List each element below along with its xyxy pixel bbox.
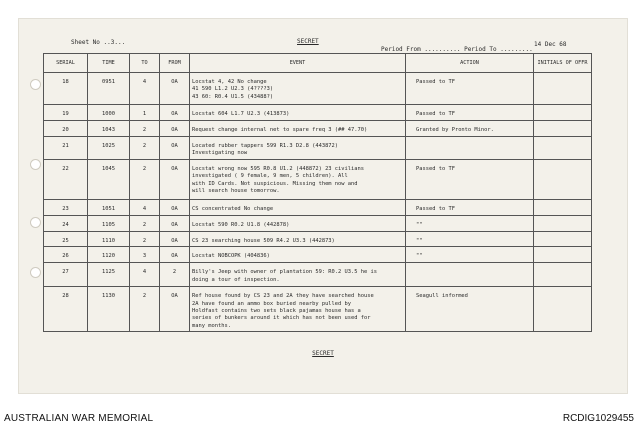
initials-cell [534, 247, 592, 263]
initials-cell [534, 231, 592, 246]
event-cell [190, 137, 406, 160]
to-cell: 3 [130, 247, 160, 263]
header-classification: SECRET [297, 38, 319, 45]
table-row [44, 137, 592, 160]
initials-cell [534, 105, 592, 121]
from-cell: 2 [160, 263, 190, 287]
to-cell: 2 [130, 159, 160, 199]
initials-cell [534, 73, 592, 105]
table-row [44, 121, 592, 137]
event-cell [190, 287, 406, 332]
table-row [44, 105, 592, 121]
event-line: Locstat NOBCOPK (404836) [192, 253, 270, 260]
event-line: Locstat wrong now 595 R0.8 U1.2 (448872) 23 civilians [192, 165, 365, 172]
event-line: Locstat 590 R0.2 U1.8 (442878) [192, 221, 290, 228]
to-cell: 2 [130, 287, 160, 332]
to-cell: 4 [130, 73, 160, 105]
log-table [43, 53, 592, 332]
event-line: CS 23 searching house 509 R4.2 U3.3 (442873) [192, 237, 335, 244]
to-cell: 1 [130, 105, 160, 121]
serial-cell: 23 [44, 199, 88, 215]
from-cell: OA [160, 105, 190, 121]
event-line: doing a tour of inspection. [192, 276, 280, 283]
punch-hole [30, 79, 41, 90]
from-cell: OA [160, 199, 190, 215]
table-row [44, 73, 592, 105]
serial-cell: 24 [44, 215, 88, 231]
to-cell: 2 [130, 121, 160, 137]
event-cell [190, 247, 406, 263]
serial-cell: 22 [44, 159, 88, 199]
time-cell: 1051 [88, 199, 130, 215]
action-cell: "" [406, 215, 534, 231]
event-line: 43 60: R0.4 U1.5 (43488?) [192, 93, 274, 100]
to-cell: 2 [130, 137, 160, 160]
to-cell: 4 [130, 199, 160, 215]
event-line: CS concentrated No change [192, 205, 274, 212]
time-cell: 0951 [88, 73, 130, 105]
time-cell: 1000 [88, 105, 130, 121]
from-cell: OA [160, 215, 190, 231]
document-sheet [18, 18, 628, 394]
initials-cell [534, 199, 592, 215]
event-cell [190, 263, 406, 287]
to-cell: 2 [130, 231, 160, 246]
log-date: 14 Dec 68 [534, 41, 567, 48]
column-header-from: FROM [160, 54, 190, 73]
serial-cell: 27 [44, 263, 88, 287]
punch-hole [30, 217, 41, 228]
table-header-row [44, 54, 592, 73]
event-line: will search house tomorrow. [192, 188, 280, 195]
time-cell: 1045 [88, 159, 130, 199]
column-header-action: ACTION [406, 54, 534, 73]
initials-cell [534, 137, 592, 160]
event-line: Ref house found by CS 23 and 2A they have searched house [192, 293, 374, 300]
event-line: with ID Cards. Not suspicious. Missing them now and [192, 180, 358, 187]
from-cell: OA [160, 231, 190, 246]
action-cell [406, 263, 534, 287]
serial-cell: 20 [44, 121, 88, 137]
from-cell: OA [160, 121, 190, 137]
event-line: Investigating now [192, 150, 248, 157]
table-row [44, 215, 592, 231]
event-line: Holdfast contains two sets black pajamas house has a [192, 308, 361, 315]
from-cell: OA [160, 137, 190, 160]
from-cell: OA [160, 73, 190, 105]
action-cell: "" [406, 231, 534, 246]
event-cell [190, 231, 406, 246]
serial-cell: 26 [44, 247, 88, 263]
initials-cell [534, 121, 592, 137]
time-cell: 1105 [88, 215, 130, 231]
serial-cell: 19 [44, 105, 88, 121]
time-cell: 1120 [88, 247, 130, 263]
event-cell [190, 121, 406, 137]
punch-hole [30, 159, 41, 170]
action-cell: Passed to TF [406, 73, 534, 105]
action-cell: Seagull informed [406, 287, 534, 332]
initials-cell [534, 159, 592, 199]
serial-cell: 28 [44, 287, 88, 332]
event-line: Locstat 604 L1.7 U2.3 (413873) [192, 111, 290, 117]
event-cell [190, 73, 406, 105]
event-line: 2A have found an ammo box buried nearby pulled by [192, 300, 352, 307]
from-cell: OA [160, 159, 190, 199]
sheet-number: Sheet No ..3... [71, 39, 126, 46]
table-row [44, 287, 592, 332]
event-cell [190, 159, 406, 199]
event-line: Billy's Jeep with owner of plantation 59: R0.2 U3.5 he is [192, 269, 377, 276]
footer-classification: SECRET [312, 350, 334, 357]
event-cell [190, 105, 406, 121]
initials-cell [534, 215, 592, 231]
to-cell: 2 [130, 215, 160, 231]
to-cell: 4 [130, 263, 160, 287]
action-cell: Passed to TF [406, 159, 534, 199]
archive-name: AUSTRALIAN WAR MEMORIAL [4, 413, 154, 424]
action-cell: Passed to TF [406, 199, 534, 215]
time-cell: 1110 [88, 231, 130, 246]
event-line: investigated ( 9 female, 9 men, 5 children). All [192, 173, 348, 180]
archive-caption-bar [0, 410, 640, 428]
table-row [44, 263, 592, 287]
table-row [44, 231, 592, 246]
event-cell [190, 215, 406, 231]
column-header-serial: SERIAL [44, 54, 88, 73]
time-cell: 1025 [88, 137, 130, 160]
action-cell: "" [406, 247, 534, 263]
time-cell: 1125 [88, 263, 130, 287]
archive-reference: RCDIG1029455 [562, 413, 634, 424]
table-row [44, 159, 592, 199]
action-cell: Granted by Pronto Minor. [406, 121, 534, 137]
punch-hole [30, 267, 41, 278]
event-cell [190, 199, 406, 215]
serial-cell: 21 [44, 137, 88, 160]
column-header-initials: INITIALS OF OFFR [534, 54, 592, 73]
table-row [44, 199, 592, 215]
event-line: series of bunkers around it which has not been used for [192, 315, 371, 322]
from-cell: OA [160, 287, 190, 332]
event-line: Request change internal net to spare freq 3 (## 47.70) [192, 127, 368, 133]
time-cell: 1130 [88, 287, 130, 332]
serial-cell: 18 [44, 73, 88, 105]
time-cell: 1043 [88, 121, 130, 137]
initials-cell [534, 263, 592, 287]
column-header-to: TO [130, 54, 160, 73]
column-header-event: EVENT [190, 54, 406, 73]
event-line: Located rubber tappers 599 R1.3 D2.8 (443872) [192, 143, 339, 149]
event-line: many months. [192, 322, 231, 329]
event-line: 41 590 L1.2 U2.3 (4????3) [192, 86, 274, 93]
table-row [44, 247, 592, 263]
serial-cell: 25 [44, 231, 88, 246]
event-line: Locstat 4, 42 No change [192, 79, 267, 85]
column-header-time: TIME [88, 54, 130, 73]
action-cell: Passed to TF [406, 105, 534, 121]
from-cell: OA [160, 247, 190, 263]
initials-cell [534, 287, 592, 332]
action-cell [406, 137, 534, 160]
period-range: Period From .......... Period To ......... [381, 46, 533, 53]
